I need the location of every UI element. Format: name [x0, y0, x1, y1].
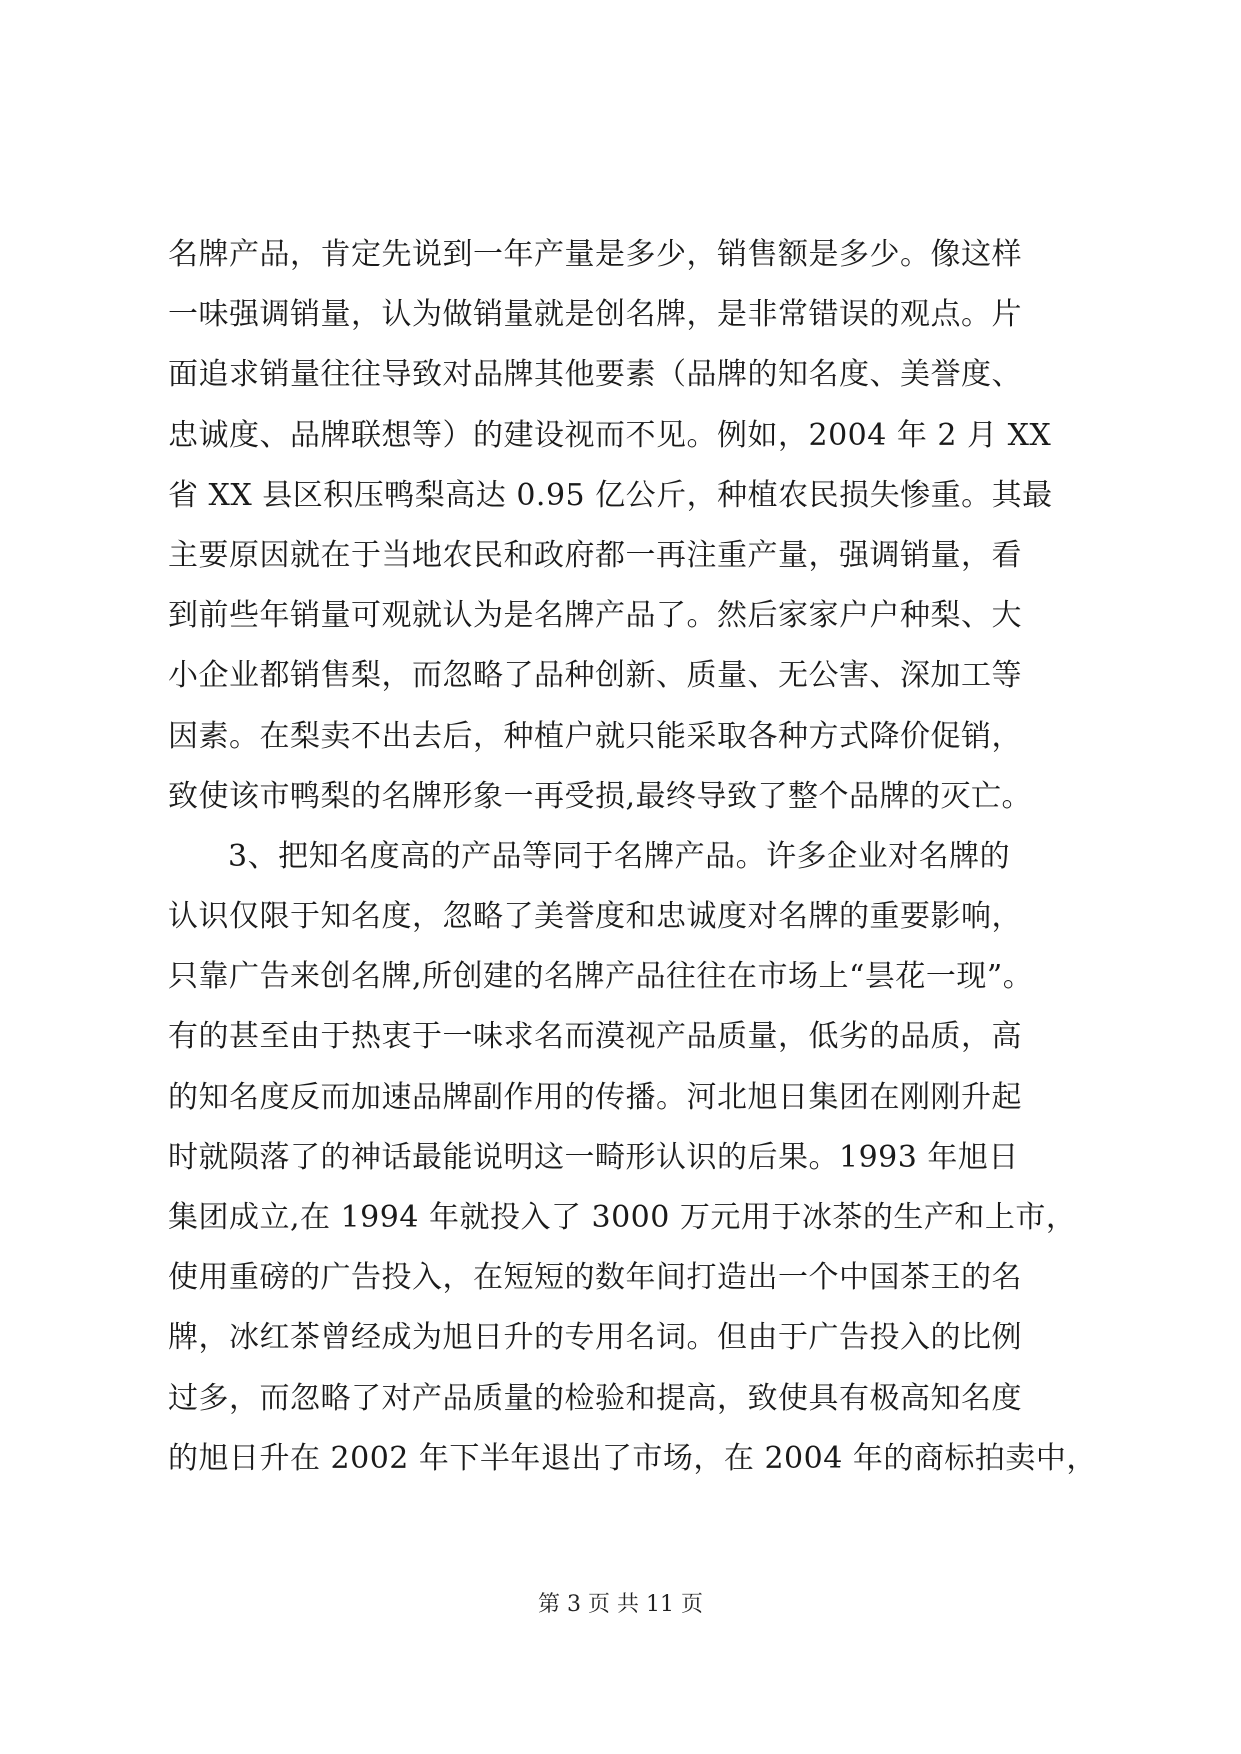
text-line: 的旭日升在 2002 年下半年退出了市场，在 2004 年的商标拍卖中， — [168, 1440, 1097, 1476]
text-line: 名牌产品，肯定先说到一年产量是多少，销售额是多少。像这样 — [168, 237, 1022, 272]
text-line: 主要原因就在于当地农民和政府都一再注重产量，强调销量，看 — [168, 537, 1022, 573]
text-line: 小企业都销售梨，而忽略了品种创新、质量、无公害、深加工等 — [168, 658, 1022, 694]
text-line: 有的甚至由于热衷于一味求名而漠视产品质量，低劣的品质，高 — [168, 1019, 1022, 1055]
text-line: 面追求销量往往导致对品牌其他要素（品牌的知名度、美誉度、 — [168, 357, 1022, 393]
text-line: 集团成立,在 1994 年就投入了 3000 万元用于冰茶的生产和上市， — [168, 1200, 1077, 1235]
text-line: 的知名度反而加速品牌副作用的传播。河北旭日集团在刚刚升起 — [168, 1079, 1022, 1115]
text-line: 因素。在梨卖不出去后，种植户就只能采取各种方式降价促销， — [168, 718, 1022, 754]
text-line: 使用重磅的广告投入，在短短的数年间打造出一个中国茶王的名 — [168, 1260, 1022, 1296]
text-line: 致使该市鸭梨的名牌形象一再受损,最终导致了整个品牌的灭亡。 — [168, 778, 1033, 814]
text-line: 省 XX 县区积压鸭梨高达 0.95 亿公斤，种植农民损失惨重。其最 — [168, 477, 1053, 513]
document-body — [168, 225, 1097, 1489]
page-number: 第 3 页 共 11 页 — [538, 1592, 703, 1617]
text-line: 忠诚度、品牌联想等）的建设视而不见。例如，2004 年 2 月 XX — [168, 417, 1052, 453]
text-line: 到前些年销量可观就认为是名牌产品了。然后家家户户种梨、大 — [168, 598, 1022, 634]
page-footer — [0, 1590, 1241, 1620]
text-line: 过多，而忽略了对产品质量的检验和提高，致使具有极高知名度 — [168, 1380, 1022, 1416]
paragraph-start-line: 3、把知名度高的产品等同于名牌产品。许多企业对名牌的 — [228, 838, 1011, 874]
text-line: 牌，冰红茶曾经成为旭日升的专用名词。但由于广告投入的比例 — [168, 1320, 1022, 1356]
text-line: 一味强调销量，认为做销量就是创名牌，是非常错误的观点。片 — [168, 297, 1022, 333]
text-line: 只靠广告来创名牌,所创建的名牌产品往往在市场上“昙花一现”。 — [168, 959, 1034, 995]
text-line: 时就陨落了的神话最能说明这一畸形认识的后果。1993 年旭日 — [168, 1139, 1019, 1175]
text-line: 认识仅限于知名度，忽略了美誉度和忠诚度对名牌的重要影响， — [168, 899, 1022, 935]
